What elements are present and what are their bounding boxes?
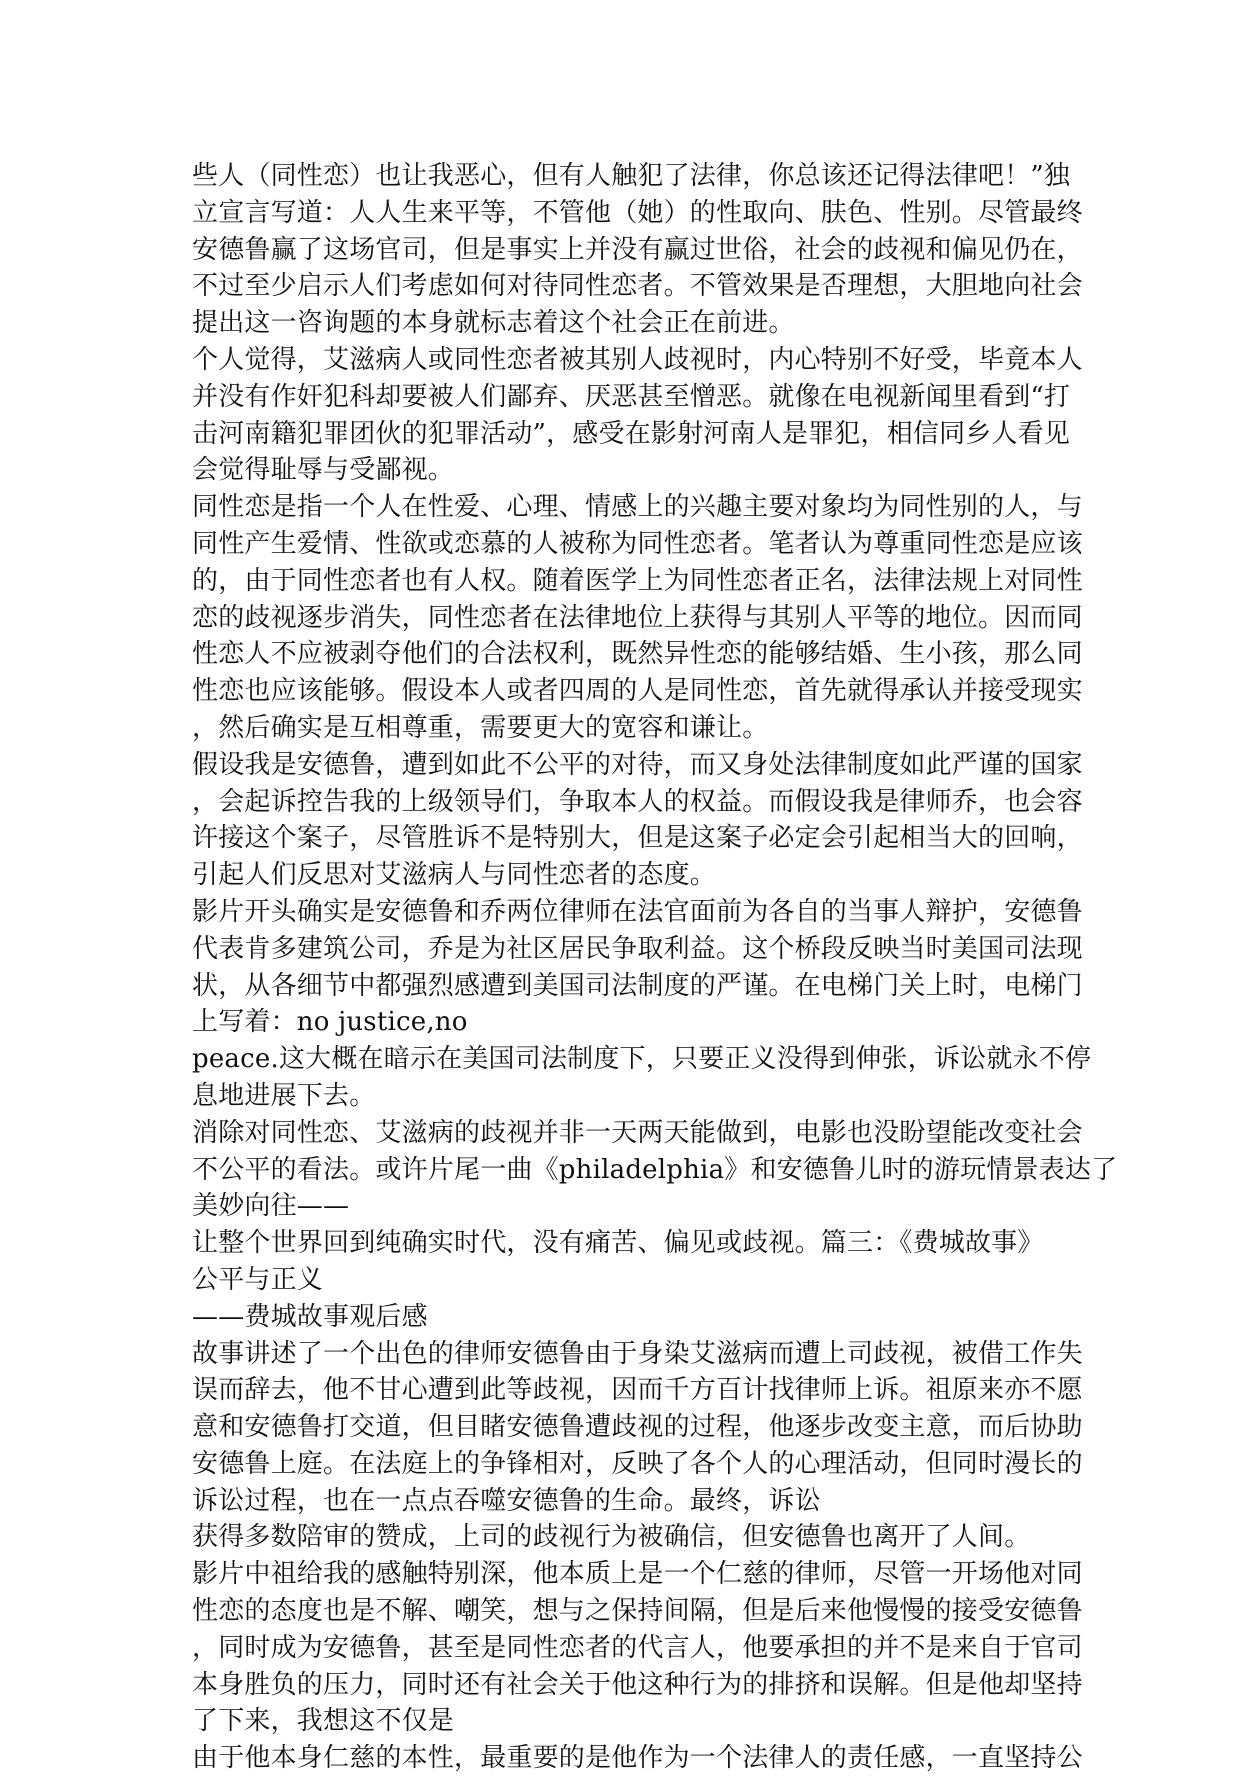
text-line: 状，从各细节中都强烈感遭到美国司法制度的严谨。在电梯门关上时，电梯门	[192, 970, 1083, 1001]
text-line: 不过至少启示人们考虑如何对待同性恋者。不管效果是否理想，大胆地向社会	[192, 271, 1083, 302]
text-line: 个人觉得，艾滋病人或同性恋者被其别人歧视时，内心特别不好受，毕竟本人	[192, 344, 1083, 375]
text-line: 由于他本身仁慈的本性，最重要的是他作为一个法律人的责任感，一直坚持公	[192, 1743, 1083, 1774]
text-line: ，然后确实是互相尊重，需要更大的宽容和谦让。	[192, 712, 769, 743]
text-line: 影片开头确实是安德鲁和乔两位律师在法官面前为各自的当事人辩护，安德鲁	[192, 896, 1083, 927]
text-line: 获得多数陪审的赞成，上司的歧视行为被确信，但安德鲁也离开了人间。	[192, 1522, 1031, 1553]
text-line: peace.这大概在暗示在美国司法制度下，只要正义没得到伸张，诉讼就永不停	[192, 1044, 1092, 1075]
text-line: 安德鲁赢了这场官司，但是事实上并没有赢过世俗，社会的歧视和偏见仍在，	[192, 234, 1083, 265]
text-line: 意和安德鲁打交道，但目睹安德鲁遭歧视的过程，他逐步改变主意，而后协助	[192, 1412, 1083, 1443]
text-line: 消除对同性恋、艾滋病的歧视并非一天两天能做到，电影也没盼望能改变社会	[192, 1117, 1083, 1148]
text-line: 击河南籍犯罪团伙的犯罪活动”，感受在影射河南人是罪犯，相信同乡人看见	[192, 418, 1071, 449]
text-line: 公平与正义	[192, 1264, 324, 1295]
text-line: 的，由于同性恋者也有人权。随着医学上为同性恋者正名，法律法规上对同性	[192, 565, 1083, 596]
text-line: 代表肯多建筑公司，乔是为社区居民争取利益。这个桥段反映当时美国司法现	[192, 933, 1083, 964]
text-line: 影片中祖给我的感触特别深，他本质上是一个仁慈的律师，尽管一开场他对同	[192, 1559, 1083, 1590]
text-line: 并没有作奸犯科却要被人们鄙弃、厌恶甚至憎恶。就像在电视新闻里看到“打	[192, 381, 1071, 412]
text-line: 不公平的看法。或许片尾一曲《philadelphia》和安德鲁儿时的游玩情景表达了	[192, 1154, 1118, 1185]
text-line: 安德鲁上庭。在法庭上的争锋相对，反映了各个人的心理活动，但同时漫长的	[192, 1448, 1083, 1479]
text-line: 了下来，我想这不仅是	[192, 1706, 455, 1737]
text-line: ，会起诉控告我的上级领导们，争取本人的权益。而假设我是律师乔，也会容	[192, 786, 1083, 817]
text-line: 会觉得耻辱与受鄙视。	[192, 455, 455, 486]
text-line: 上写着：no justice,no	[192, 1007, 468, 1038]
text-line: 假设我是安德鲁，遭到如此不公平的对待，而又身处法律制度如此严谨的国家	[192, 749, 1083, 780]
document-body	[192, 158, 1118, 1777]
text-line: 恋的歧视逐步消失，同性恋者在法律地位上获得与其别人平等的地位。因而同	[192, 602, 1083, 633]
text-line: 性恋人不应被剥夺他们的合法权利，既然异性恋的能够结婚、生小孩，那么同	[192, 639, 1083, 670]
text-line: 让整个世界回到纯确实时代，没有痛苦、偏见或歧视。篇三：《费城故事》	[192, 1228, 1044, 1259]
text-line: 故事讲述了一个出色的律师安德鲁由于身染艾滋病而遭上司歧视，被借工作失	[192, 1338, 1083, 1369]
text-line: 美妙向往——	[192, 1191, 350, 1222]
text-line: 引起人们反思对艾滋病人与同性恋者的态度。	[192, 860, 717, 891]
text-line: 立宣言写道：人人生来平等，不管他（她）的性取向、肤色、性别。尽管最终	[192, 197, 1083, 228]
text-line: 性恋也应该能够。假设本人或者四周的人是同性恋，首先就得承认并接受现实	[192, 676, 1083, 707]
text-line: 诉讼过程，也在一点点吞噬安德鲁的生命。最终，诉讼	[192, 1485, 821, 1516]
text-line: 许接这个案子，尽管胜诉不是特别大，但是这案子必定会引起相当大的回响，	[192, 823, 1083, 854]
text-line: 同性产生爱情、性欲或恋慕的人被称为同性恋者。笔者认为尊重同性恋是应该	[192, 528, 1083, 559]
text-line: ——费城故事观后感	[192, 1301, 428, 1332]
text-line: 些人（同性恋）也让我恶心，但有人触犯了法律，你总该还记得法律吧！”独	[192, 161, 1071, 191]
text-line: ，同时成为安德鲁，甚至是同性恋者的代言人，他要承担的并不是来自于官司	[192, 1632, 1083, 1663]
text-line: 本身胜负的压力，同时还有社会关于他这种行为的排挤和误解。但是他却坚持	[192, 1669, 1083, 1700]
text-line: 息地进展下去。	[192, 1080, 376, 1111]
text-line: 误而辞去，他不甘心遭到此等歧视，因而千方百计找律师上诉。祖原来亦不愿	[192, 1375, 1083, 1406]
text-line: 提出这一咨询题的本身就标志着这个社会正在前进。	[192, 308, 795, 339]
text-line: 同性恋是指一个人在性爱、心理、情感上的兴趣主要对象均为同性别的人，与	[192, 492, 1083, 523]
text-line: 性恋的态度也是不解、嘲笑，想与之保持间隔，但是后来他慢慢的接受安德鲁	[192, 1596, 1083, 1627]
